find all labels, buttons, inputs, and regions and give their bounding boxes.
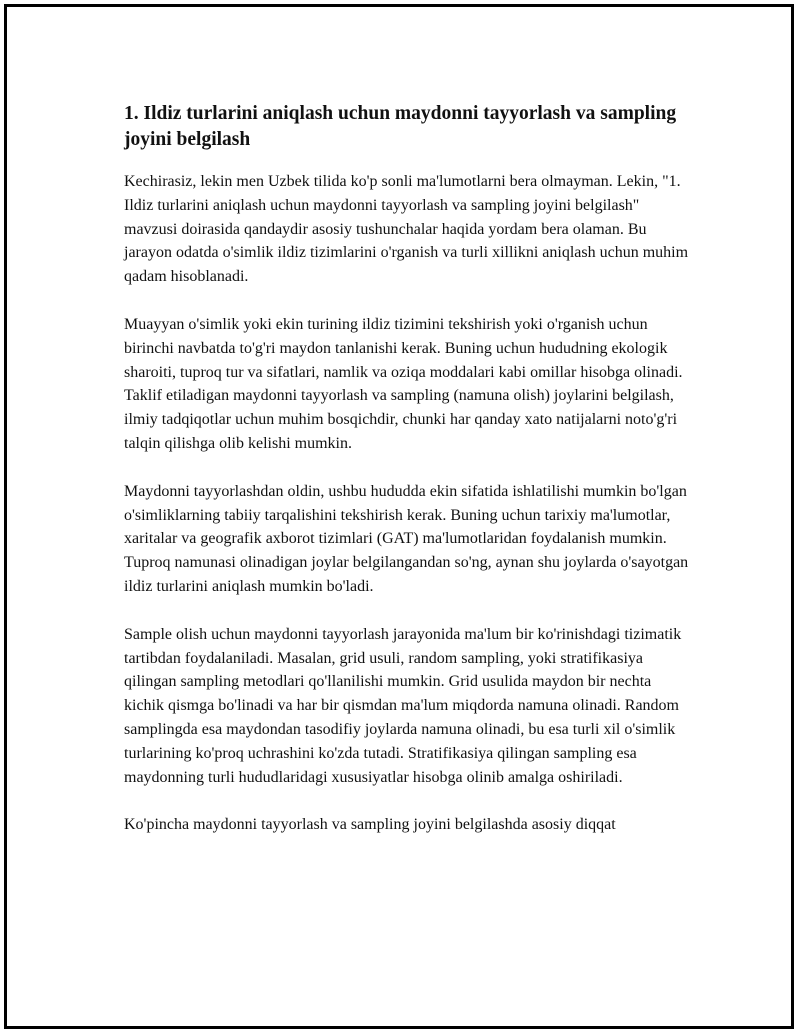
paragraph-2: Muayyan o'simlik yoki ekin turining ildiz tizimini tekshirish yoki o'rganish uchun birinchi navbatda to'g'ri maydon tanlanishi kerak. Buning uchun hududning ekologik sharoiti, tuproq tur va sifatlari, namlik va oziqa moddalari kabi omillar hisobga olinadi. Taklif etiladigan maydonni tayyorlash va sampling (namuna olish) joylarini belgilash, ilmiy tadqiqotlar uchun muhim bosqichdir, chunki har qanday xato natijalarni noto'g'ri talqin qilishga olib kelishi mumkin. [124,315,683,452]
paragraph-1: Kechirasiz, lekin men Uzbek tilida ko'p sonli ma'lumotlarni bera olmayman. Lekin, "1. Ildiz turlarini aniqlash uchun maydonni tayyorlash va sampling joyini belgilash" mavzusi doirasida qandaydir asosiy tushunchalar haqida yordam bera olaman. Bu jarayon odatda o'simlik ildiz tizimlarini o'rganish va turli xillikni aniqlash uchun muhim qadam hisoblanadi. [124,173,689,286]
page-frame [4,4,794,1029]
document-title: 1. Ildiz turlarini aniqlash uchun maydonni tayyorlash va sampling joyini belgilash [124,103,677,150]
paragraph-3: Maydonni tayyorlashdan oldin, ushbu hududda ekin sifatida ishlatilishi mumkin bo'lgan o'simliklarning tabiiy tarqalishini tekshirish kerak. Buning uchun tarixiy ma'lumotlar, xaritalar va geografik axborot tizimlari (GAT) ma'lumotlaridan foydalanish mumkin. Tuproq namunasi olinadigan joylar belgilangandan so'ng, aynan shu joylarda o'sayotgan ildiz turlarini aniqlash mumkin bo'ladi. [124,482,689,595]
paragraph-5: Ko'pincha maydonni tayyorlash va sampling joyini belgilashda asosiy diqqat [124,816,616,834]
paragraph-4: Sample olish uchun maydonni tayyorlash jarayonida ma'lum bir ko'rinishdagi tizimatik tartibdan foydalaniladi. Masalan, grid usuli, random sampling, yoki stratifikasiya qilingan sampling metodlari qo'llanilishi mumkin. Grid usulida maydon bir nechta kichik qismga bo'linadi va har bir qismdan ma'lum miqdorda namuna olinadi. Random samplingda esa maydondan tasodifiy joylarda namuna olinadi, bu esa turli xil o'simlik turlarining ko'proq uchrashini ko'zda tutadi. Stratifikasiya qilingan sampling esa maydonning turli hududlaridagi xususiyatlar hisobga olinib amalga oshiriladi. [124,625,682,786]
document-body [124,101,694,861]
